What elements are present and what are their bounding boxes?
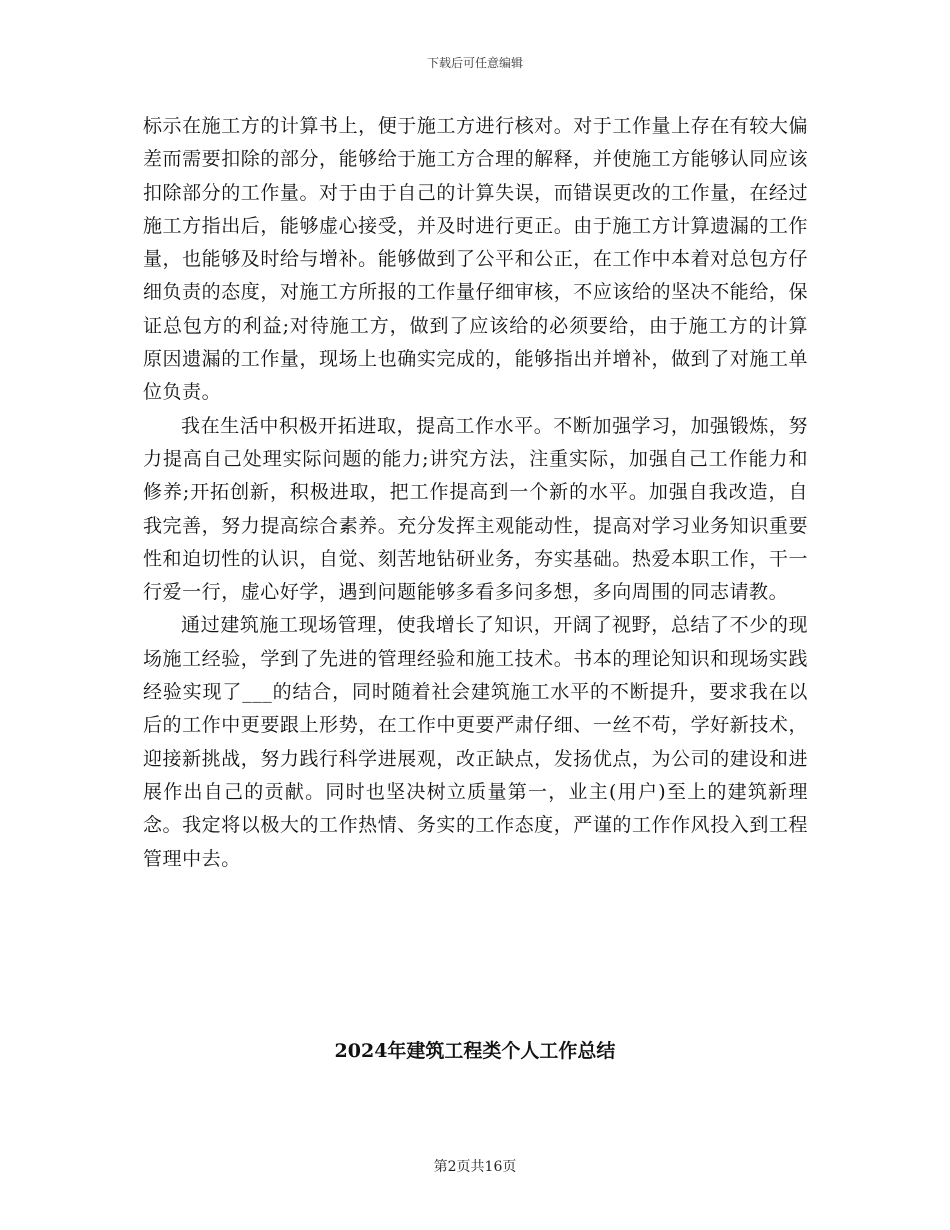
page-header: 下载后可任意编辑	[426, 56, 523, 70]
section-title: 2024年建筑工程类个人工作总结	[334, 1040, 616, 1062]
document-body	[143, 110, 808, 876]
paragraph-2: 我在生活中积极开拓进取，提高工作水平。不断加强学习，加强锻炼，努力提高自己处理实际问题的能力;讲究方法，注重实际，加强自己工作能力和修养;开拓创新，积极进取，把工作提高到一个新的水平。加强自我改造，自我完善，努力提高综合素养。充分发挥主观能动性，提高对学习业务知识重要性和迫切性的认识，自觉、刻苦地钻研业务，夯实基础。热爱本职工作，干一行爱一行，虚心好学，遇到问题能够多看多问多想，多向周围的同志请教。	[143, 414, 808, 604]
paragraph-1: 标示在施工方的计算书上，便于施工方进行核对。对于工作量上存在有较大偏差而需要扣除的部分，能够给于施工方合理的解释，并使施工方能够认同应该扣除部分的工作量。对于由于自己的计算失误，而错误更改的工作量，在经过施工方指出后，能够虚心接受，并及时进行更正。由于施工方计算遗漏的工作量，也能够及时给与增补。能够做到了公平和公正，在工作中本着对总包方仔细负责的态度，对施工方所报的工作量仔细审核，不应该给的坚决不能给，保证总包方的利益;对待施工方，做到了应该给的必须要给，由于施工方的计算原因遗漏的工作量，现场上也确实完成的，能够指出并增补，做到了对施工单位负责。	[143, 115, 808, 404]
page-footer: 第2页共16页	[433, 1159, 517, 1175]
paragraph-3: 通过建筑施工现场管理，使我增长了知识，开阔了视野，总结了不少的现场施工经验，学到了先进的管理经验和施工技术。书本的理论知识和现场实践经验实现了___的结合，同时随着社会建筑施工水平的不断提升，要求我在以后的工作中更要跟上形势，在工作中更要严肃仔细、一丝不苟，学好新技术，迎接新挑战，努力践行科学进展观，改正缺点，发扬优点，为公司的建设和进展作出自己的贡献。同时也坚决树立质量第一，业主(用户)至上的建筑新理念。我定将以极大的工作热情、务实的工作态度，严谨的工作作风投入到工程管理中去。	[143, 614, 808, 870]
